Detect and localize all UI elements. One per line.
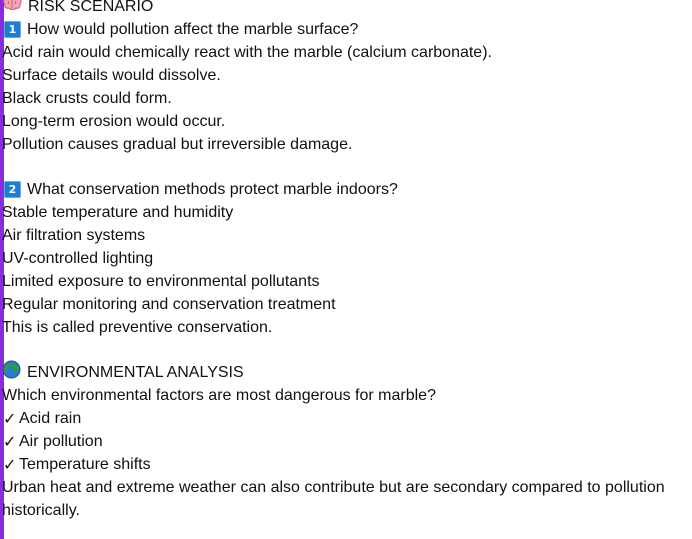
answer-2-line: Stable temperature and humidity [2, 204, 234, 221]
factor-item [2, 453, 688, 476]
answer-2-line: Air filtration systems [2, 227, 146, 244]
document-body [2, 0, 688, 522]
question-2 [2, 178, 688, 201]
answer-1-line: Pollution causes gradual but irreversible damage. [2, 136, 353, 153]
environmental-analysis-title: ENVIRONMENTAL ANALYSIS [27, 364, 244, 381]
factor-label: Air pollution [19, 433, 103, 450]
question-2-text: What conservation methods protect marble indoors? [27, 181, 398, 198]
spacer [2, 339, 688, 361]
answer-2-line: Limited exposure to environmental pollutants [2, 273, 320, 290]
checkmark-icon: ✓ [3, 409, 17, 428]
number-2-badge-icon: 2 [4, 181, 21, 198]
answer-2-line: Regular monitoring and conservation treatment [2, 296, 336, 313]
risk-scenario-title: RISK SCENARIO [28, 0, 154, 15]
factor-item [2, 407, 688, 430]
globe-icon [2, 360, 21, 386]
factor-item [2, 430, 688, 453]
spacer [2, 156, 688, 178]
checkmark-icon: ✓ [3, 455, 17, 474]
checkmark-icon: ✓ [3, 432, 17, 451]
question-1-text: How would pollution affect the marble surface? [27, 21, 359, 38]
answer-1-line: Acid rain would chemically react with the marble (calcium carbonate). [2, 44, 492, 61]
risk-scenario-heading [2, 0, 688, 18]
environmental-analysis-heading [2, 361, 688, 384]
answer-2-line: UV-controlled lighting [2, 250, 154, 267]
answer-1-line: Long-term erosion would occur. [2, 113, 226, 130]
environmental-note: Urban heat and extreme weather can also contribute but are secondary compared to pollution historically. [2, 479, 665, 519]
environmental-question: Which environmental factors are most dangerous for marble? [2, 387, 436, 404]
number-1-badge-icon: 1 [4, 21, 21, 38]
factor-label: Acid rain [19, 410, 82, 427]
question-1 [2, 18, 688, 41]
brain-icon [2, 0, 22, 18]
answer-1-line: Surface details would dissolve. [2, 67, 221, 84]
answer-2-line: This is called preventive conservation. [2, 319, 273, 336]
answer-1-line: Black crusts could form. [2, 90, 172, 107]
factor-label: Temperature shifts [19, 456, 151, 473]
